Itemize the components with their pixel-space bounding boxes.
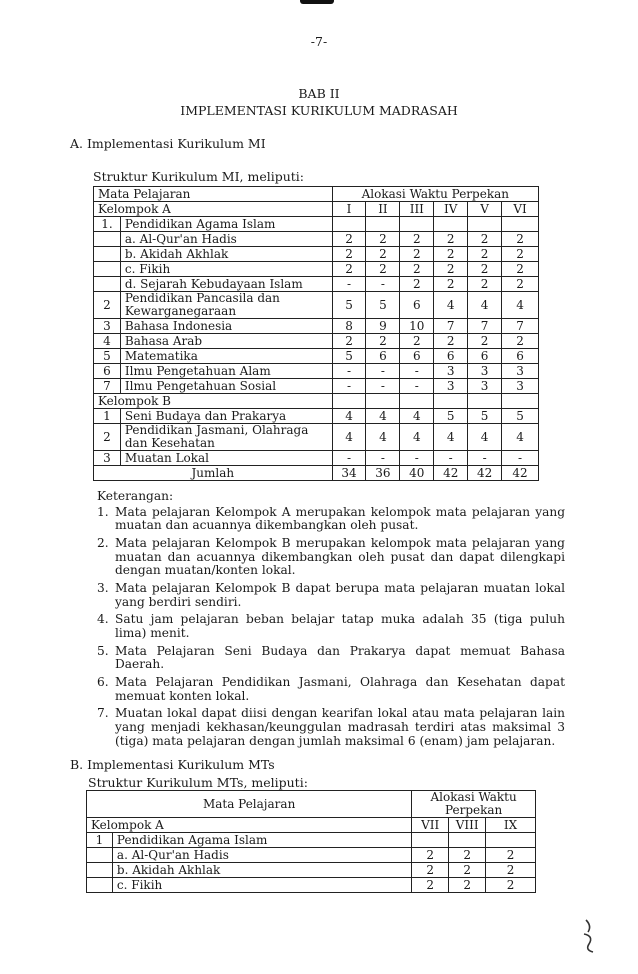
hours-cell: 9: [366, 319, 400, 334]
hours-cell: 6: [400, 349, 434, 364]
hours-cell: 4: [502, 424, 539, 451]
hours-cell: 2: [400, 247, 434, 262]
hours-cell: 4: [400, 424, 434, 451]
hours-cell: [412, 833, 449, 848]
hours-cell: -: [332, 379, 366, 394]
note-text: Muatan lokal dapat diisi dengan kearifan lokal atau mata pelajaran lain yang menjadi kekhasan/keunggulan madrasah terdiri atas maksimal 3 (tiga) mata pelajaran dengan jumlah maksimal 6 (enam) jam pelajaran.: [115, 706, 565, 748]
table-row: [87, 833, 536, 848]
section-b-intro: Struktur Kurikulum MTs, meliputi:: [88, 775, 308, 790]
hours-cell: 4: [502, 292, 539, 319]
row-number: 6: [94, 364, 121, 379]
table-row: [87, 848, 536, 863]
subject-name: a. Al-Qur'an Hadis: [112, 848, 411, 863]
hours-cell: 4: [366, 409, 400, 424]
table-row: [94, 277, 539, 292]
hours-cell: 2: [434, 232, 468, 247]
subject-name: b. Akidah Akhlak: [120, 247, 332, 262]
grade-header: II: [366, 202, 400, 217]
subject-name: a. Al-Qur'an Hadis: [120, 232, 332, 247]
notes-label: Keterangan:: [97, 489, 174, 503]
chapter-title: IMPLEMENTASI KURIKULUM MADRASAH: [180, 103, 458, 118]
subject-name: Pendidikan Agama Islam: [120, 217, 332, 232]
note-item: [97, 613, 565, 640]
hours-cell: 6: [434, 349, 468, 364]
hours-cell: -: [332, 364, 366, 379]
table-row: [94, 334, 539, 349]
hours-cell: 5: [502, 409, 539, 424]
table-header-row: [94, 202, 539, 217]
subject-name: Pendidikan Pancasila dan Kewarganegaraan: [120, 292, 332, 319]
hours-cell: 2: [332, 334, 366, 349]
notes-section: [97, 490, 565, 752]
hours-cell: 2: [332, 262, 366, 277]
note-text: Mata pelajaran Kelompok B merupakan kelompok mata pelajaran yang muatan dan acuannya dikembangkan oleh pusat dan dapat dilengkapi dengan muatan/konten lokal.: [115, 535, 565, 578]
row-number: [94, 232, 121, 247]
group-label: Kelompok A: [87, 818, 412, 833]
table-header-row: [94, 187, 539, 202]
subject-name: Pendidikan Jasmani, Olahraga dan Kesehatan: [120, 424, 332, 451]
hours-cell: 4: [332, 424, 366, 451]
row-number: 7: [94, 379, 121, 394]
table-row: [94, 349, 539, 364]
hours-cell: 5: [366, 292, 400, 319]
empty-cell: [332, 394, 366, 409]
hours-cell: 2: [468, 247, 502, 262]
hours-cell: 2: [412, 848, 449, 863]
hours-cell: 2: [468, 277, 502, 292]
table-row: [94, 379, 539, 394]
grade-header: V: [468, 202, 502, 217]
hours-cell: 2: [486, 878, 536, 893]
subject-name: Seni Budaya dan Prakarya: [120, 409, 332, 424]
hours-cell: 2: [400, 334, 434, 349]
handwritten-mark: [580, 916, 600, 956]
hours-cell: -: [400, 451, 434, 466]
hours-cell: 6: [366, 349, 400, 364]
section-b-heading: B. Implementasi Kurikulum MTs: [70, 757, 275, 772]
empty-cell: [502, 394, 539, 409]
hours-cell: 2: [400, 262, 434, 277]
mts-curriculum-table: [86, 790, 536, 893]
subject-name: Matematika: [120, 349, 332, 364]
group-label: Kelompok A: [94, 202, 333, 217]
table-row: [94, 292, 539, 319]
hours-cell: 3: [468, 379, 502, 394]
table-row: [94, 409, 539, 424]
notes-list: [97, 506, 565, 749]
subject-name: c. Fikih: [112, 878, 411, 893]
hours-cell: 6: [400, 292, 434, 319]
subject-name: d. Sejarah Kebudayaan Islam: [120, 277, 332, 292]
grade-header: IV: [434, 202, 468, 217]
hours-cell: 4: [332, 409, 366, 424]
hours-cell: 2: [366, 334, 400, 349]
hours-cell: -: [468, 451, 502, 466]
hours-cell: 5: [332, 292, 366, 319]
hours-cell: -: [366, 277, 400, 292]
table-row: [94, 394, 539, 409]
hours-cell: 2: [502, 334, 539, 349]
table-row: [94, 364, 539, 379]
hours-cell: 4: [434, 292, 468, 319]
note-item: [97, 582, 565, 609]
section-a-intro: Struktur Kurikulum MI, meliputi:: [93, 169, 305, 184]
hours-cell: 7: [434, 319, 468, 334]
empty-cell: [400, 394, 434, 409]
subject-name: Pendidikan Agama Islam: [112, 833, 411, 848]
hours-cell: -: [332, 451, 366, 466]
hours-cell: 2: [502, 232, 539, 247]
grade-header: III: [400, 202, 434, 217]
hours-cell: 2: [366, 262, 400, 277]
empty-cell: [434, 394, 468, 409]
table-row: [87, 863, 536, 878]
row-number: 2: [94, 292, 121, 319]
total-cell: 42: [502, 466, 539, 481]
hours-cell: 2: [332, 247, 366, 262]
hours-cell: 2: [468, 262, 502, 277]
hours-cell: 6: [468, 349, 502, 364]
hours-cell: -: [502, 451, 539, 466]
hours-cell: [332, 217, 366, 232]
total-cell: 40: [400, 466, 434, 481]
table-row: [94, 424, 539, 451]
row-number: [94, 262, 121, 277]
hours-cell: 2: [449, 848, 486, 863]
hours-cell: 2: [400, 277, 434, 292]
hours-cell: 5: [332, 349, 366, 364]
note-item: [97, 537, 565, 578]
subject-name: Bahasa Arab: [120, 334, 332, 349]
empty-cell: [468, 394, 502, 409]
column-header-subject: Mata Pelajaran: [87, 791, 412, 818]
note-number: 3.: [97, 580, 109, 595]
row-number: [87, 878, 113, 893]
total-cell: 42: [468, 466, 502, 481]
hours-cell: 4: [366, 424, 400, 451]
hours-cell: 2: [434, 262, 468, 277]
top-edge-mark: [300, 0, 334, 4]
hours-cell: 2: [486, 863, 536, 878]
table-row: [94, 319, 539, 334]
hours-cell: 2: [468, 334, 502, 349]
hours-cell: [434, 217, 468, 232]
hours-cell: 3: [502, 379, 539, 394]
hours-cell: -: [400, 379, 434, 394]
hours-cell: 2: [502, 247, 539, 262]
hours-cell: 3: [434, 364, 468, 379]
table-row: [87, 878, 536, 893]
table-row: [94, 217, 539, 232]
hours-cell: 2: [366, 232, 400, 247]
subject-name: Ilmu Pengetahuan Alam: [120, 364, 332, 379]
note-number: 7.: [97, 706, 109, 721]
hours-cell: 2: [434, 277, 468, 292]
note-number: 1.: [97, 504, 109, 519]
subject-name: Ilmu Pengetahuan Sosial: [120, 379, 332, 394]
hours-cell: 3: [468, 364, 502, 379]
row-number: 5: [94, 349, 121, 364]
column-header-allocation: Alokasi Waktu Perpekan: [412, 791, 536, 818]
hours-cell: 3: [502, 364, 539, 379]
note-item: [97, 707, 565, 748]
hours-cell: 6: [502, 349, 539, 364]
hours-cell: -: [400, 364, 434, 379]
table-row: [94, 451, 539, 466]
table-header-row: [87, 791, 536, 818]
note-number: 5.: [97, 643, 109, 658]
row-number: [87, 848, 113, 863]
hours-cell: 5: [468, 409, 502, 424]
total-label: Jumlah: [94, 466, 333, 481]
row-number: [94, 277, 121, 292]
hours-cell: 2: [449, 863, 486, 878]
page-number: -7-: [310, 34, 328, 49]
empty-cell: [366, 394, 400, 409]
note-text: Mata pelajaran Kelompok A merupakan kelompok mata pelajaran yang muatan dan acuannya dikembangkan oleh pusat.: [115, 504, 565, 533]
column-header-subject: Mata Pelajaran: [94, 187, 333, 202]
hours-cell: 3: [434, 379, 468, 394]
row-number: 4: [94, 334, 121, 349]
grade-header: VI: [502, 202, 539, 217]
mi-curriculum-table: [93, 186, 539, 481]
total-row: [94, 466, 539, 481]
table-row: [94, 262, 539, 277]
chapter-label: BAB II: [298, 86, 340, 101]
hours-cell: 7: [468, 319, 502, 334]
row-number: 1: [94, 409, 121, 424]
hours-cell: 4: [468, 292, 502, 319]
hours-cell: 2: [412, 863, 449, 878]
row-number: [87, 863, 113, 878]
hours-cell: 4: [468, 424, 502, 451]
section-a-heading: A. Implementasi Kurikulum MI: [70, 136, 266, 151]
hours-cell: 10: [400, 319, 434, 334]
note-item: [97, 676, 565, 703]
total-cell: 36: [366, 466, 400, 481]
row-number: 3: [94, 319, 121, 334]
hours-cell: 2: [332, 232, 366, 247]
subject-name: Bahasa Indonesia: [120, 319, 332, 334]
row-number: 1: [87, 833, 113, 848]
subject-name: b. Akidah Akhlak: [112, 863, 411, 878]
grade-header: VII: [412, 818, 449, 833]
hours-cell: 2: [502, 277, 539, 292]
hours-cell: [449, 833, 486, 848]
row-number: 2: [94, 424, 121, 451]
hours-cell: -: [366, 364, 400, 379]
note-item: [97, 645, 565, 672]
hours-cell: [366, 217, 400, 232]
grade-header: IX: [486, 818, 536, 833]
hours-cell: 8: [332, 319, 366, 334]
table-row: [94, 247, 539, 262]
hours-cell: -: [366, 379, 400, 394]
hours-cell: 2: [434, 334, 468, 349]
hours-cell: [468, 217, 502, 232]
note-text: Mata pelajaran Kelompok B dapat berupa mata pelajaran muatan lokal yang berdiri sendiri.: [115, 580, 565, 609]
hours-cell: 4: [434, 424, 468, 451]
total-cell: 34: [332, 466, 366, 481]
note-text: Satu jam pelajaran beban belajar tatap muka adalah 35 (tiga puluh lima) menit.: [115, 612, 565, 640]
grade-header: VIII: [449, 818, 486, 833]
note-item: [97, 506, 565, 533]
hours-cell: 5: [434, 409, 468, 424]
hours-cell: 2: [468, 232, 502, 247]
note-text: Mata Pelajaran Pendidikan Jasmani, Olahraga dan Kesehatan dapat memuat konten lokal.: [115, 674, 565, 703]
hours-cell: 2: [486, 848, 536, 863]
hours-cell: [502, 217, 539, 232]
grade-header: I: [332, 202, 366, 217]
hours-cell: 2: [400, 232, 434, 247]
column-header-allocation: Alokasi Waktu Perpekan: [332, 187, 538, 202]
table-row: [94, 232, 539, 247]
table-header-row: [87, 818, 536, 833]
hours-cell: [400, 217, 434, 232]
hours-cell: 2: [449, 878, 486, 893]
note-number: 2.: [97, 535, 109, 550]
note-text: Mata Pelajaran Seni Budaya dan Prakarya dapat memuat Bahasa Daerah.: [115, 643, 565, 672]
hours-cell: -: [366, 451, 400, 466]
hours-cell: 2: [434, 247, 468, 262]
hours-cell: -: [434, 451, 468, 466]
subject-name: c. Fikih: [120, 262, 332, 277]
row-number: 1.: [94, 217, 121, 232]
subject-name: Muatan Lokal: [120, 451, 332, 466]
row-number: 3: [94, 451, 121, 466]
hours-cell: -: [332, 277, 366, 292]
total-cell: 42: [434, 466, 468, 481]
hours-cell: 4: [400, 409, 434, 424]
hours-cell: [486, 833, 536, 848]
group-label: Kelompok B: [94, 394, 333, 409]
note-number: 4.: [97, 612, 109, 627]
hours-cell: 2: [412, 878, 449, 893]
note-number: 6.: [97, 674, 109, 689]
hours-cell: 2: [502, 262, 539, 277]
row-number: [94, 247, 121, 262]
hours-cell: 2: [366, 247, 400, 262]
hours-cell: 7: [502, 319, 539, 334]
